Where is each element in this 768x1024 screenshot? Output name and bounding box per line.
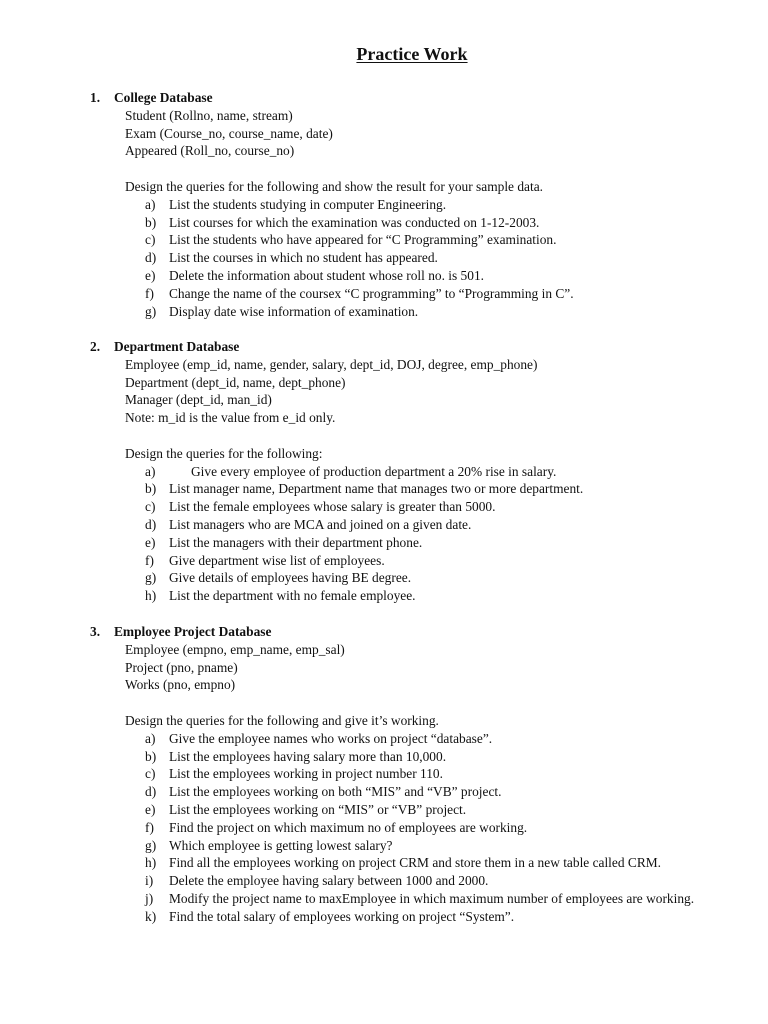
list-item	[90, 872, 740, 890]
item-label: d)	[145, 784, 157, 800]
item-text: List the managers with their department phone.	[169, 534, 423, 550]
list-item	[90, 765, 740, 783]
item-label: g)	[145, 570, 157, 586]
section-heading	[90, 89, 740, 107]
item-text: Find the total salary of employees working on project “System”.	[169, 908, 515, 924]
section-number: 1.	[90, 90, 101, 105]
schema-line: Appeared (Roll_no, course_no)	[125, 143, 295, 159]
list-item	[90, 285, 740, 303]
item-label: f)	[145, 552, 154, 568]
item-label: h)	[145, 855, 157, 871]
instruction-text: Design the queries for the following:	[125, 445, 323, 461]
item-label: a)	[145, 196, 156, 212]
list-item	[90, 498, 740, 516]
item-text: List the students studying in computer Engineering.	[169, 196, 447, 212]
list-item	[90, 480, 740, 498]
item-text: Display date wise information of examination.	[169, 303, 419, 319]
list-item	[90, 837, 740, 855]
schema-line: Employee (empno, emp_name, emp_sal)	[125, 641, 345, 657]
list-item	[90, 908, 740, 926]
list-item	[90, 854, 740, 872]
section-heading	[90, 338, 740, 356]
item-label: d)	[145, 250, 157, 266]
section-title: Department Database	[114, 339, 240, 354]
list-item	[90, 231, 740, 249]
item-text: Give details of employees having BE degree.	[169, 570, 412, 586]
item-label: b)	[145, 748, 157, 764]
section-number: 2.	[90, 339, 101, 354]
item-text: List manager name, Department name that manages two or more department.	[169, 481, 584, 497]
list-item	[90, 214, 740, 232]
item-text: List the employees working on “MIS” or “VB” project.	[169, 801, 467, 817]
item-text: Find the project on which maximum no of employees are working.	[169, 819, 528, 835]
item-text: List the department with no female employee.	[169, 588, 416, 604]
list-item	[90, 463, 740, 481]
item-label: c)	[145, 232, 156, 248]
list-item	[90, 819, 740, 837]
item-text: Give the employee names who works on project “database”.	[169, 730, 493, 746]
page-title: Practice Work	[356, 44, 468, 64]
list-item	[90, 552, 740, 570]
item-text: Change the name of the coursex “C programming” to “Programming in C”.	[169, 285, 574, 301]
section-title: College Database	[114, 90, 213, 105]
schema-line: Works (pno, empno)	[125, 677, 236, 693]
item-label: e)	[145, 534, 156, 550]
item-text: List the employees working on both “MIS” and “VB” project.	[169, 784, 502, 800]
section-title: Employee Project Database	[114, 624, 272, 639]
item-label: i)	[145, 873, 154, 889]
section-college-database	[90, 89, 740, 320]
item-label: a)	[145, 463, 156, 479]
list-item	[90, 730, 740, 748]
item-label: a)	[145, 730, 156, 746]
list-item	[90, 534, 740, 552]
list-item	[90, 516, 740, 534]
item-text: Delete the information about student whose roll no. is 501.	[169, 267, 484, 283]
note-line: Note: m_id is the value from e_id only.	[125, 410, 336, 426]
section-department-database	[90, 338, 740, 605]
item-label: j)	[145, 890, 154, 906]
item-label: d)	[145, 516, 157, 532]
item-label: c)	[145, 766, 156, 782]
list-item	[90, 748, 740, 766]
list-item	[90, 303, 740, 321]
item-text: List courses for which the examination was conducted on 1-12-2003.	[169, 214, 540, 230]
item-label: e)	[145, 801, 156, 817]
item-label: c)	[145, 499, 156, 515]
item-text: List the female employees whose salary is greater than 5000.	[169, 499, 496, 515]
schema-line: Exam (Course_no, course_name, date)	[125, 125, 333, 141]
item-label: g)	[145, 837, 157, 853]
list-item	[90, 569, 740, 587]
list-item	[90, 249, 740, 267]
list-item	[90, 783, 740, 801]
list-item	[90, 801, 740, 819]
item-text: List managers who are MCA and joined on a given date.	[169, 516, 472, 532]
list-item	[90, 267, 740, 285]
item-label: k)	[145, 908, 157, 924]
item-label: e)	[145, 267, 156, 283]
item-label: b)	[145, 214, 157, 230]
schema-line: Student (Rollno, name, stream)	[125, 107, 293, 123]
section-heading	[90, 623, 740, 641]
schema-line: Department (dept_id, name, dept_phone)	[125, 374, 346, 390]
item-text: List the courses in which no student has appeared.	[169, 250, 438, 266]
item-text: Find all the employees working on project CRM and store them in a new table called CRM.	[169, 855, 662, 871]
list-item	[90, 890, 740, 908]
instruction-text: Design the queries for the following and give it’s working.	[125, 712, 439, 728]
item-text: Which employee is getting lowest salary?	[169, 837, 393, 853]
item-text: List the employees having salary more than 10,000.	[169, 748, 447, 764]
schema-line: Manager (dept_id, man_id)	[125, 392, 272, 408]
item-text: List the employees working in project number 110.	[169, 766, 443, 782]
item-text: Delete the employee having salary between 1000 and 2000.	[169, 873, 489, 889]
item-label: f)	[145, 819, 154, 835]
item-label: f)	[145, 285, 154, 301]
list-item	[90, 196, 740, 214]
item-text: Modify the project name to maxEmployee in which maximum number of employees are working.	[169, 890, 695, 906]
item-text: Give department wise list of employees.	[169, 552, 385, 568]
item-label: h)	[145, 588, 157, 604]
instruction-text: Design the queries for the following and show the result for your sample data.	[125, 178, 543, 194]
item-label: b)	[145, 481, 157, 497]
schema-line: Employee (emp_id, name, gender, salary, dept_id, DOJ, degree, emp_phone)	[125, 356, 538, 372]
section-number: 3.	[90, 624, 101, 639]
section-employee-project-database	[90, 623, 740, 926]
item-text: Give every employee of production department a 20% rise in salary.	[191, 463, 557, 479]
schema-line: Project (pno, pname)	[125, 659, 238, 675]
list-item	[90, 587, 740, 605]
item-label: g)	[145, 303, 157, 319]
item-text: List the students who have appeared for “C Programming” examination.	[169, 232, 557, 248]
